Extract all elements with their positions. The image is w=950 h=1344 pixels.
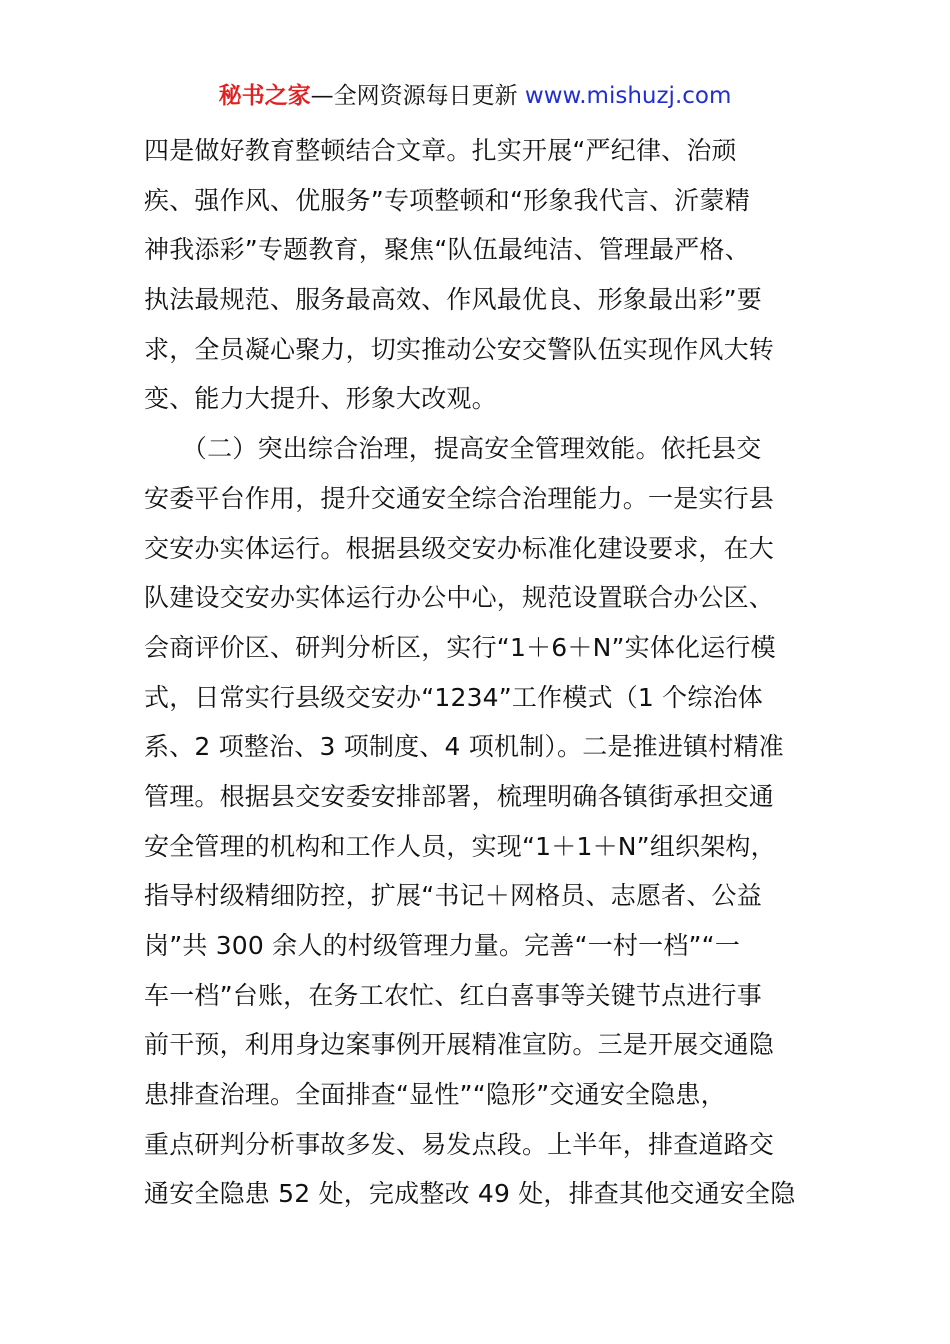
text-line: 变、能力大提升、形象大改观。 xyxy=(144,384,497,414)
text-line: 通安全隐患 52 处，完成整改 49 处，排查其他交通安全隐 xyxy=(144,1179,796,1209)
text-line: 车一档”台账，在务工农忙、红白喜事等关键节点进行事 xyxy=(144,980,762,1010)
text-line: 交安办实体运行。根据县级交安办标准化建设要求，在大 xyxy=(144,533,775,563)
text-line: 系、2 项整治、3 项制度、4 项机制）。二是推进镇村精准 xyxy=(144,732,784,762)
text-line: 四是做好教育整顿结合文章。扎实开展“严纪律、治顽 xyxy=(144,136,737,165)
text-line: 会商评价区、研判分析区，实行“1＋6＋N”实体化运行模 xyxy=(144,632,776,662)
text-line: 岗”共 300 余人的村级管理力量。完善“一村一档”“一 xyxy=(144,931,741,960)
text-line: 前干预，利用身边案事例开展精准宣防。三是开展交通隐 xyxy=(144,1030,775,1060)
site-url[interactable]: www.mishuzj.com xyxy=(524,83,732,109)
text-line: 神我添彩”专题教育，聚焦“队伍最纯洁、管理最严格、 xyxy=(144,235,750,265)
text-line: 重点研判分析事故多发、易发点段。上半年，排查道路交 xyxy=(144,1129,775,1159)
text-line: 管理。根据县交安委安排部署，梳理明确各镇街承担交通 xyxy=(144,781,775,811)
text-line: 执法最规范、服务最高效、作风最优良、形象最出彩”要 xyxy=(144,285,762,315)
text-line: 患排查治理。全面排查“显性”“隐形”交通安全隐患， xyxy=(144,1080,726,1110)
text-line: （二）突出综合治理，提高安全管理效能。依托县交 xyxy=(144,434,762,464)
document-body xyxy=(144,126,814,1219)
text-line: 安委平台作用，提升交通安全综合治理能力。一是实行县 xyxy=(144,483,775,513)
text-line: 式，日常实行县级交安办“1234”工作模式（1 个综治体 xyxy=(144,682,763,712)
site-header xyxy=(0,80,950,112)
text-line: 疾、强作风、优服务”专项整顿和“形象我代言、沂蒙精 xyxy=(144,185,750,215)
text-line: 安全管理的机构和工作人员，实现“1＋1＋N”组织架构， xyxy=(144,831,776,861)
text-line: 指导村级精细防控，扩展“书记＋网格员、志愿者、公益 xyxy=(144,881,762,911)
text-line: 队建设交安办实体运行办公中心，规范设置联合办公区、 xyxy=(144,583,775,613)
header-slogan: —全网资源每日更新 xyxy=(310,83,518,109)
text-line: 求，全员凝心聚力，切实推动公安交警队伍实现作风大转 xyxy=(144,334,775,364)
brand-name: 秘书之家 xyxy=(218,83,311,109)
